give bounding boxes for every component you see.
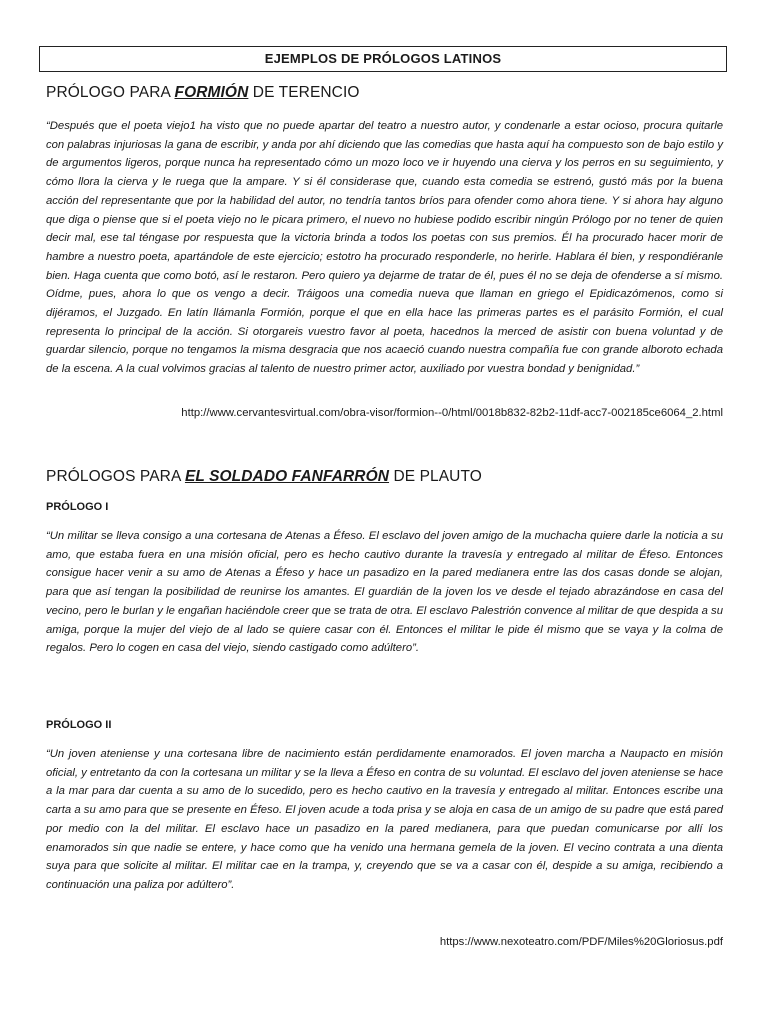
document-title: EJEMPLOS DE PRÓLOGOS LATINOS [39, 46, 727, 72]
section-heading-soldado [46, 468, 482, 486]
heading-prefix: PRÓLOGOS PARA [46, 468, 185, 485]
heading-suffix: DE TERENCIO [248, 84, 360, 101]
prologue-2-text: “Un joven ateniense y una cortesana libre de nacimiento están perdidamente enamorados. El joven marcha a Naupacto en misión oficial, y entretanto da con la cortesana un militar y se la lleva a Éfeso en contra de su voluntad. El esclavo del joven ateniense se hace a la mar para dar cuenta a su amo de lo sucedido, pero es hecho cautivo en la travesía y entregado al militar. Entonces escribe una carta a su amo para que se presente en Éfeso. El joven acude a toda prisa y se aloja en casa de un amigo de su padre que está pared por medio con la del militar. El esclavo hace un pasadizo en la pared medianera, para que puedan comunicarse por allí los enamorados sin que nadie se entere, y hace como que ha venido una hermana gemela de la joven. El vecino contrata a una dienta suya para que solicite al militar. El militar cae en la trampa, y, creyendo que se va a casar con él, despide a su amiga, recibiendo a continuación una paliza por adúltero”. [46, 748, 723, 891]
heading-work-title: EL SOLDADO FANFARRÓN [184, 468, 390, 485]
formion-prologue-text: “Después que el poeta viejo1 ha visto que no puede apartar del teatro a nuestro autor, y condenarle a estar ocioso, procura quitarle con palabras injuriosas la gana de escribir, y anda por ahí diciendo que las comedias que hasta aquí ha compuesto son de bajo estilo y de argumentos ligeros, porque nunca ha representado cómo un mozo loco ve ir huyendo una cierva y los perros en su seguimiento, y cómo llora la cierva y le ruega que la ampare. Y si él considerase que, cuando esta comedia se estrenó, gustó más por la buena acción del representante que por la habilidad del autor, no tendría tantos bríos para ofender como ahora tiene. Y si ahora hay alguno que diga o piense que si el poeta viejo no le picara primero, el nuevo no hubiese podido escribir ningún Prólogo por no tener de quien decir mal, ese tal téngase por respuesta que la victoria brinda a todos los poetas con sus premios. Él ha procurado hacer morir de hambre a nuestro poeta, apartándole de este ejercicio; estotro ha procurado responderle, no herirle. Hablara él bien, y respondiéranle bien. Haga cuenta que como botó, así le restaron. Pero quiero ya dejarme de tratar de él, pues él no se deja de ofenderse a sí mismo. Oídme, pues, ahora lo que os vengo a decir. Tráigoos una comedia nueva que llaman en griego el Epidicazómenos, como si dijéramos, el Juzgado. En latín llámanla Formión, porque el que en ella hace las primeras partes es el parásito Formión, el cual representa lo principal de la acción. Si otorgareis vuestro favor al poeta, hacednos la merced de asistir con buena voluntad y de guardar silencio, porque no tengamos la misma desgracia que nos acaeció cuando nuestra compañía fue con grande alboroto echada de la escena. A la cual volvimos gracias al talento de nuestro primer actor, auxiliado por vuestra bondad y benignidad.” [46, 120, 723, 376]
source-citation-plauto: https://www.nexoteatro.com/PDF/Miles%20Gloriosus.pdf [439, 936, 723, 948]
prologue-2-label: PRÓLOGO II [46, 719, 112, 731]
heading-suffix: DE PLAUTO [389, 468, 482, 485]
source-citation-formion: http://www.cervantesvirtual.com/obra-visor/formion--0/html/0018b832-82b2-11df-acc7-002185ce6064_2.html [181, 407, 723, 419]
heading-prefix: PRÓLOGO PARA [46, 84, 175, 101]
prologue-1-label: PRÓLOGO I [46, 501, 109, 513]
heading-work-title: FORMIÓN [174, 84, 249, 101]
section-heading-formion [46, 84, 360, 102]
prologue-1-text: “Un militar se lleva consigo a una cortesana de Atenas a Éfeso. El esclavo del joven amigo de la muchacha quiere darle la noticia a su amo, que estaba fuera en una misión oficial, pero es hecho cautivo durante la travesía y entregado al militar de Éfeso. Entonces consigue hacer venir a su amo de Atenas a Éfeso y hace un pasadizo en la pared medianera entre las dos casas donde se alojan, para que así tengan la posibilidad de reunirse los amantes. El guardián de la joven los ve desde el tejado abrazándose en casa del vecino, pero le burlan y le engañan haciéndole creer que se trata de otra. El esclavo Palestrión convence al militar de que despida a su amiga, porque la mujer del viejo de al lado se quiere casar con él. Entonces el militar le pide él mismo que se vaya y la colma de regalos. Pero lo cogen en casa del viejo, siendo castigado como adúltero”. [46, 530, 723, 655]
